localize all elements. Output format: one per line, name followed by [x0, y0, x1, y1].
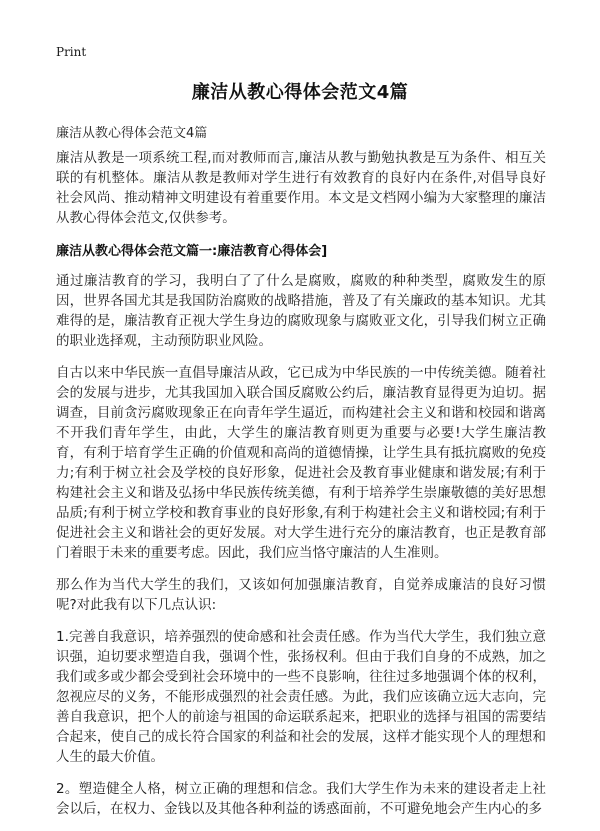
intro-paragraph: 廉洁从教是一项系统工程,而对教师而言,廉洁从教与勤勉执教是互为条件、相互关联的有机整体。廉洁从教是教师对学生进行有效教育的良好内在条件,对倡导良好社会风尚、推动精神文明建设有着重要作用。本文是文档网小编为大家整理的廉洁从教心得体会范文,仅供参考。 — [56, 150, 546, 226]
body-paragraph-1: 通过廉洁教育的学习，我明白了了什么是腐败，腐败的种种类型，腐败发生的原因，世界各国尤其是我国防治腐败的战略措施，普及了有关廉政的基本知识。尤其难得的是，廉洁教育正视大学生身边的腐败现象与腐败亚文化，引导我们树立正确的职业选择观，主动预防职业风险。 — [56, 273, 546, 349]
article-body — [56, 148, 546, 831]
body-paragraph-5: 2。塑造健全人格，树立正确的理想和信念。我们大学生作为未来的建设者走上社会以后，在权力、金钱以及其他各种利益的诱惑面前，不可避免地会产生内心的多 — [56, 781, 546, 817]
body-paragraph-3: 那么作为当代大学生的我们，又该如何加强廉洁教育，自觉养成廉洁的良好习惯呢?对此我有以下几点认识: — [56, 577, 546, 613]
document-subtitle: 廉洁从教心得体会范文4篇 — [56, 126, 208, 141]
section-heading: 廉洁从教心得体会范文篇一:廉洁教育心得体会] — [56, 244, 328, 259]
body-paragraph-4: 1.完善自我意识，培养强烈的使命感和社会责任感。作为当代大学生，我们独立意识强，迫切要求塑造自我，强调个性，张扬权利。但由于我们自身的不成熟，加之我们或多或少都会受到社会环境中的一些不良影响，往往过多地强调个体的权利，忽视应尽的义务，不能形成强烈的社会责任感。为此，我们应该确立远大志向，完善自我意识，把个人的前途与祖国的命运联系起来，把职业的选择与祖国的需要结合起来，使自己的成长符合国家的利益和社会的发展，这样才能实现个人的理想和人生的最大价值。 — [56, 629, 546, 765]
body-paragraph-2: 自古以来中华民族一直倡导廉洁从政，它已成为中华民族的一中传统美德。随着社会的发展与进步，尤其我国加入联合国反腐败公约后，廉洁教育显得更为迫切。据调查，目前贪污腐败现象正在向青年学生逼近，而构建社会主义和谐和校园和谐离不开我们青年学生，由此，大学生的廉洁教育则更为重要与必要!大学生廉洁教育，有利于培育学生正确的价值观和高尚的道德情操，让学生具有抵抗腐败的免疫力;有利于树立社会及学校的良好形象，促进社会及教育事业健康和谐发展;有利于构建社会主义和谐及弘扬中华民族传统美德，有利于培养学生崇廉敬德的美好思想品质;有利于树立学校和教育事业的良好形象,有利于构建社会主义和谐校园;有利于促进社会主义和谐社会的更好发展。对大学生进行充分的廉洁教育，也正是教育部门着眼于未来的重要考虑。因此，我们应当恪守廉洁的人生准则。 — [56, 365, 546, 561]
page-title: 廉洁从教心得体会范文4篇 — [191, 82, 409, 103]
print-link[interactable]: Print — [56, 45, 87, 59]
